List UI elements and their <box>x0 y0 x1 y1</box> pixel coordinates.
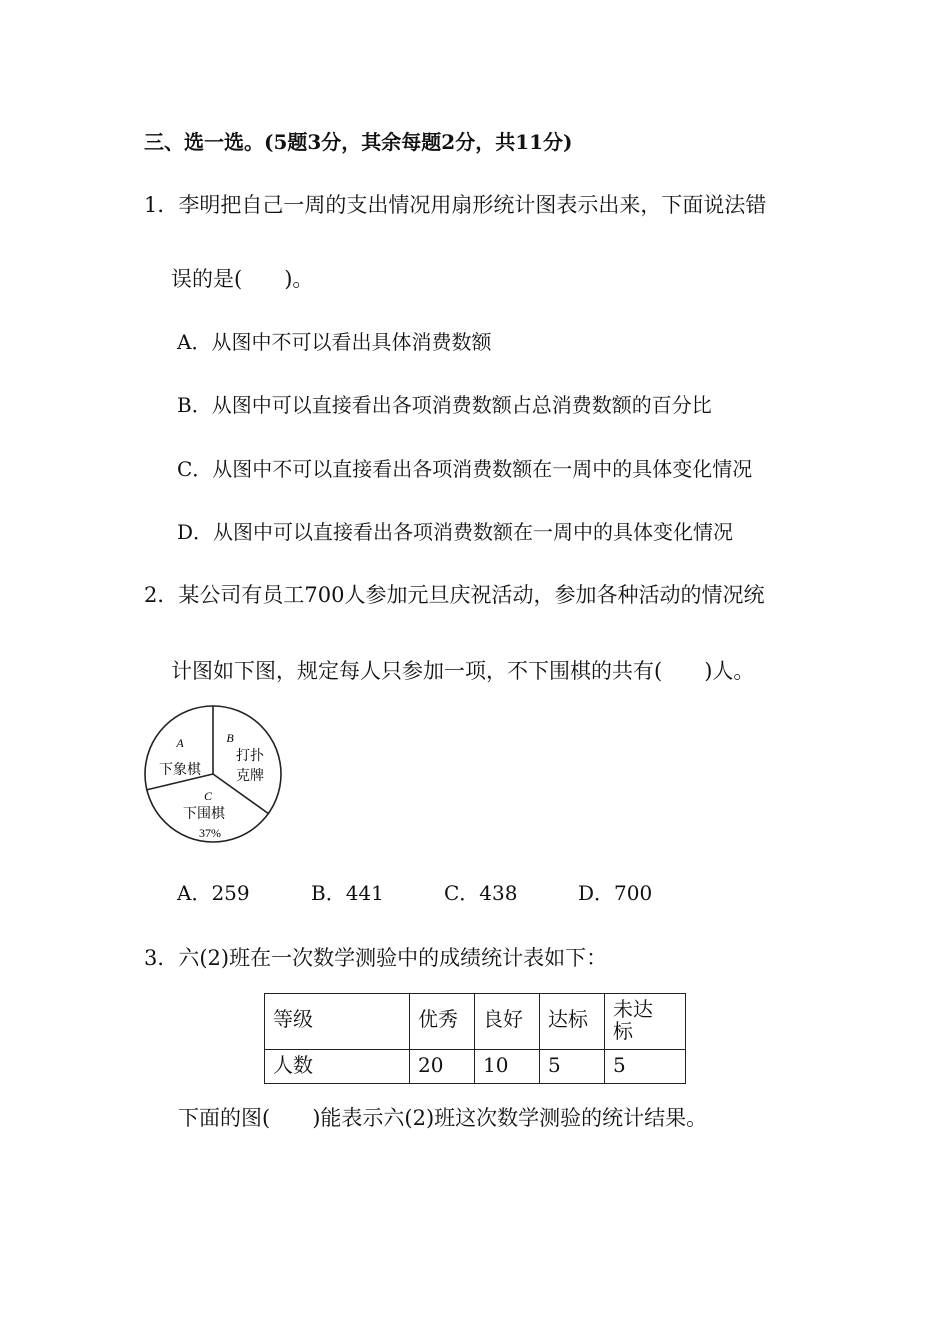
q1-option-b: B．从图中可以直接看出各项消费数额占总消费数额的百分比 <box>177 393 712 417</box>
q1-option-c: C．从图中不可以直接看出各项消费数额在一周中的具体变化情况 <box>177 457 753 481</box>
q2-text-line1: 2．某公司有员工700人参加元旦庆祝活动，参加各种活动的情况统 <box>144 583 765 607</box>
q2-text-line2: 计图如下图，规定每人只参加一项，不下围棋的共有( )人。 <box>171 659 755 683</box>
q3-text-line2: 下面的图( )能表示六(2)班这次数学测验的统计结果。 <box>178 1106 708 1130</box>
table-cell: 未达 标 <box>605 994 686 1050</box>
table-cell: 10 <box>475 1050 540 1084</box>
q1-option-d: D．从图中可以直接看出各项消费数额在一周中的具体变化情况 <box>177 520 734 544</box>
q2-option-a: A．259 <box>177 881 250 905</box>
grades-table <box>264 993 686 1084</box>
pie-chart <box>140 700 286 848</box>
table-cell: 达标 <box>540 994 605 1050</box>
slice-b-letter: B <box>226 731 234 745</box>
table-cell: 优秀 <box>410 994 475 1050</box>
q1-text-line1: 1．李明把自己一周的支出情况用扇形统计图表示出来，下面说法错 <box>144 193 767 217</box>
q2-option-b: B．441 <box>311 881 384 905</box>
section-heading: 三、选一选。(5题3分，其余每题2分，共11分) <box>144 130 573 154</box>
slice-c-value: 37% <box>199 826 221 840</box>
table-cell: 20 <box>410 1050 475 1084</box>
slice-b-label-line2: 克牌 <box>236 768 264 784</box>
slice-a-label: 下象棋 <box>159 762 201 778</box>
slice-b-label-line1: 打扑 <box>236 748 264 764</box>
q1-text-line2: 误的是( )。 <box>171 267 314 291</box>
q1-option-a: A．从图中不可以看出具体消费数额 <box>177 330 492 354</box>
table-cell: 良好 <box>475 994 540 1050</box>
slice-c-label: 下围棋 <box>183 806 225 822</box>
slice-c-letter: C <box>203 789 213 803</box>
q3-text-line1: 3．六(2)班在一次数学测验中的成绩统计表如下： <box>144 946 608 970</box>
table-header-row <box>265 994 686 1050</box>
table-cell: 5 <box>605 1050 686 1084</box>
q2-option-d: D．700 <box>578 881 653 905</box>
table-cell: 人数 <box>265 1050 410 1084</box>
table-row <box>265 1050 686 1084</box>
q2-option-c: C．438 <box>444 881 518 905</box>
table-cell: 5 <box>540 1050 605 1084</box>
slice-a-letter: A <box>176 736 184 750</box>
table-cell: 等级 <box>265 994 410 1050</box>
